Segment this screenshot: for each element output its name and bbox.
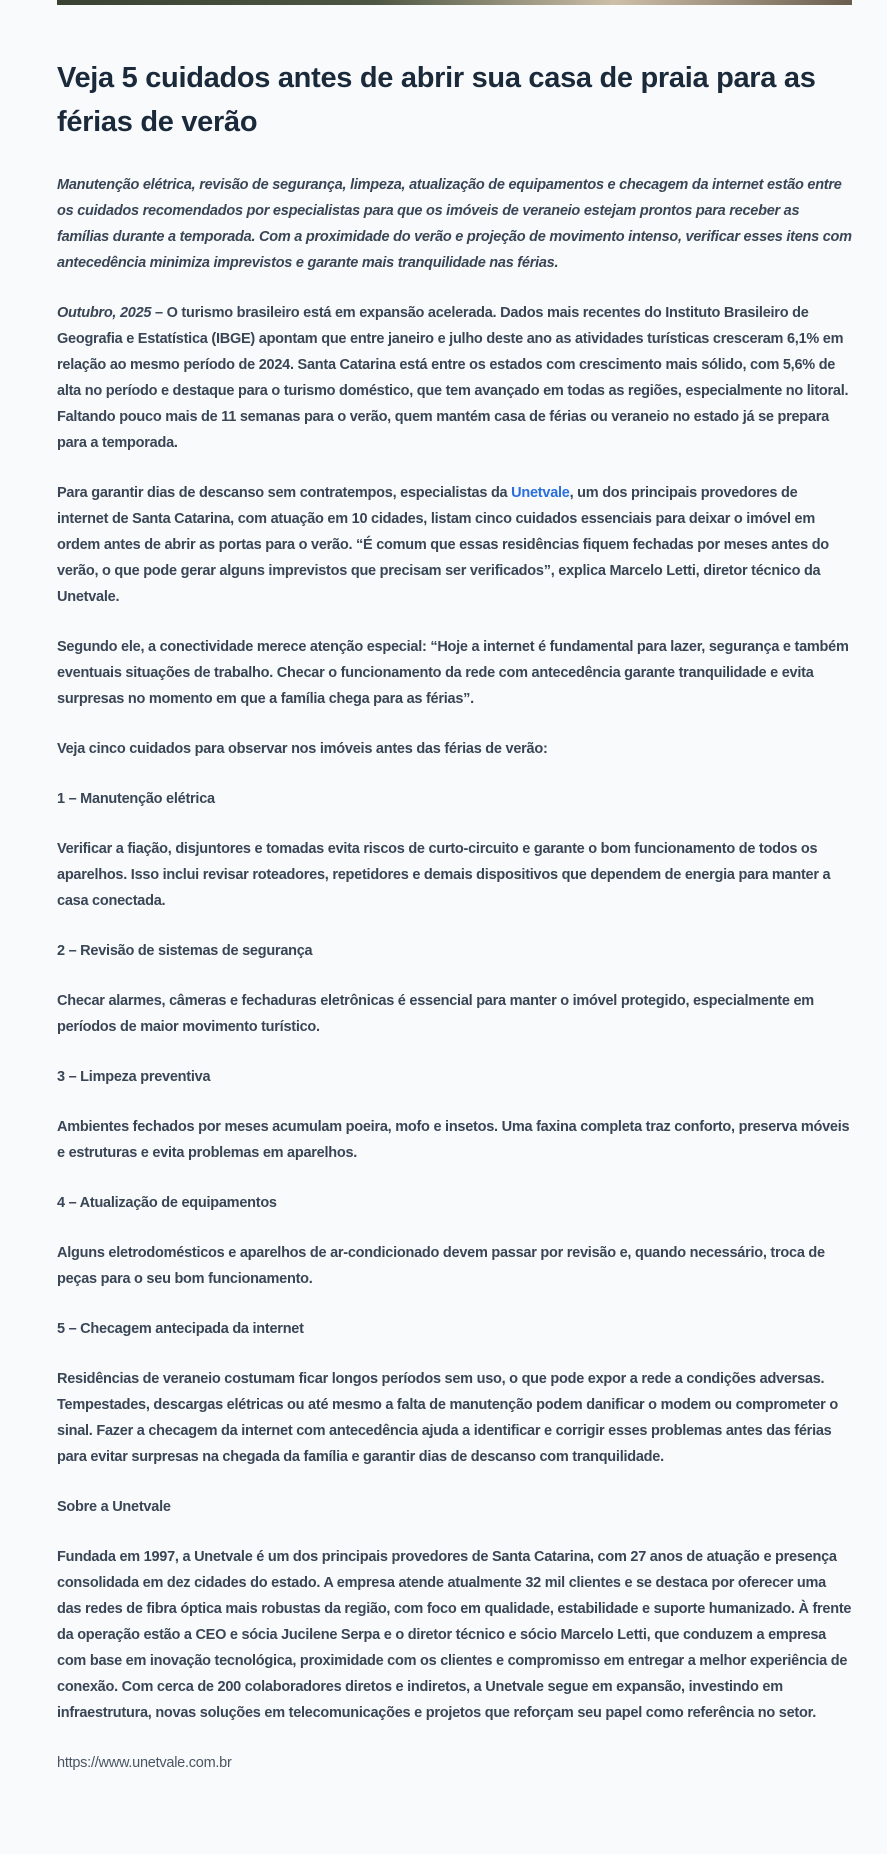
article-title: Veja 5 cuidados antes de abrir sua casa de praia para as férias de verão [57,62,816,138]
article-lead: Manutenção elétrica, revisão de segurança, limpeza, atualização de equipamentos e checagem da internet estão entre os cuidados recomendados por especialistas para que os imóveis de veraneio estejam prontos para receber as famílias durante a temporada. Com a proximidade do verão e projeção de movimento intenso, verificar esses itens com antecedência minimiza imprevistos e garante mais tranquilidade nas férias. [57,177,852,271]
article-date: Outubro, 2025 [57,305,152,321]
paragraph-specialists [57,480,852,610]
item-text: Alguns eletrodomésticos e aparelhos de ar-condicionado devem passar por revisão e, quando necessário, troca de peças para o seu bom funcionamento. [57,1245,825,1287]
article [57,56,852,1800]
item-text: Residências de veraneio costumam ficar longos períodos sem uso, o que pode expor a rede a condições adversas. Tempestades, descargas elétricas ou até mesmo a falta de manutenção podem danificar o modem ou comprometer o sinal. Fazer a checagem da internet com antecedência ajuda a identificar e corrigir esses problemas antes das férias para evitar surpresas na chegada da família e garantir dias de descanso com tranquilidade. [57,1371,838,1465]
item-heading: 3 – Limpeza preventiva [57,1069,211,1085]
paragraph-connectivity: Segundo ele, a conectividade merece atenção especial: “Hoje a internet é fundamental para lazer, segurança e também eventuais situações de trabalho. Checar o funcionamento da rede com antecedência garante tranquilidade e evita surpresas no momento em que a família chega para as férias”. [57,639,849,707]
paragraph-text: , um dos principais provedores de internet de Santa Catarina, com atuação em 10 cidades, listam cinco cuidados essenciais para deixar o imóvel em ordem antes de abrir as portas para o verão. “É comum que essas residências fiquem fechadas por meses antes do verão, o que pode gerar alguns imprevistos que precisam ser verificados”, explica Marcelo Letti, diretor técnico da Unetvale. [57,485,829,605]
about-text: Fundada em 1997, a Unetvale é um dos principais provedores de Santa Catarina, com 27 anos de atuação e presença consolidada em dez cidades do estado. A empresa atende atualmente 32 mil clientes e se destaca por oferecer uma das redes de fibra óptica mais robustas da região, com foco em qualidade, estabilidade e suporte humanizado. À frente da operação estão a CEO e sócia Jucilene Serpa e o diretor técnico e sócio Marcelo Letti, que conduzem a empresa com base em inovação tecnológica, proximidade com os clientes e compromisso em entregar a melhor experiência de conexão. Com cerca de 200 colaboradores diretos e indiretos, a Unetvale segue em expansão, investindo em infraestrutura, novas soluções em telecomunicações e projetos que reforçam seu papel como referência no setor. [57,1549,852,1721]
item-text: Checar alarmes, câmeras e fechaduras eletrônicas é essencial para manter o imóvel protegido, especialmente em períodos de maior movimento turístico. [57,993,814,1035]
hero-image [57,0,852,5]
paragraph-intro [57,300,852,456]
about-heading: Sobre a Unetvale [57,1499,171,1515]
item-heading: 1 – Manutenção elétrica [57,791,215,807]
paragraph-text: – O turismo brasileiro está em expansão acelerada. Dados mais recentes do Instituto Brasileiro de Geografia e Estatística (IBGE) apontam que entre janeiro e julho deste ano as atividades turísticas cresceram 6,1% em relação ao mesmo período de 2024. Santa Catarina está entre os estados com crescimento mais sólido, com 5,6% de alta no período e destaque para o turismo doméstico, que tem avançado em todas as regiões, especialmente no litoral. Faltando pouco mais de 11 semanas para o verão, quem mantém casa de férias ou veraneio no estado já se prepara para a temporada. [57,305,849,451]
paragraph-text: Para garantir dias de descanso sem contratempos, especialistas da [57,485,512,501]
paragraph-list-intro: Veja cinco cuidados para observar nos imóveis antes das férias de verão: [57,741,548,757]
item-text: Verificar a fiação, disjuntores e tomadas evita riscos de curto-circuito e garante o bom funcionamento de todos os aparelhos. Isso inclui revisar roteadores, repetidores e demais dispositivos que dependem de energia para manter a casa conectada. [57,841,831,909]
item-heading: 5 – Checagem antecipada da internet [57,1321,304,1337]
website-url: https://www.unetvale.com.br [57,1755,232,1771]
unetvale-link[interactable]: Unetvale [511,485,570,501]
item-heading: 2 – Revisão de sistemas de segurança [57,943,313,959]
item-heading: 4 – Atualização de equipamentos [57,1195,277,1211]
item-text: Ambientes fechados por meses acumulam poeira, mofo e insetos. Uma faxina completa traz conforto, preserva móveis e estruturas e evita problemas em aparelhos. [57,1119,850,1161]
